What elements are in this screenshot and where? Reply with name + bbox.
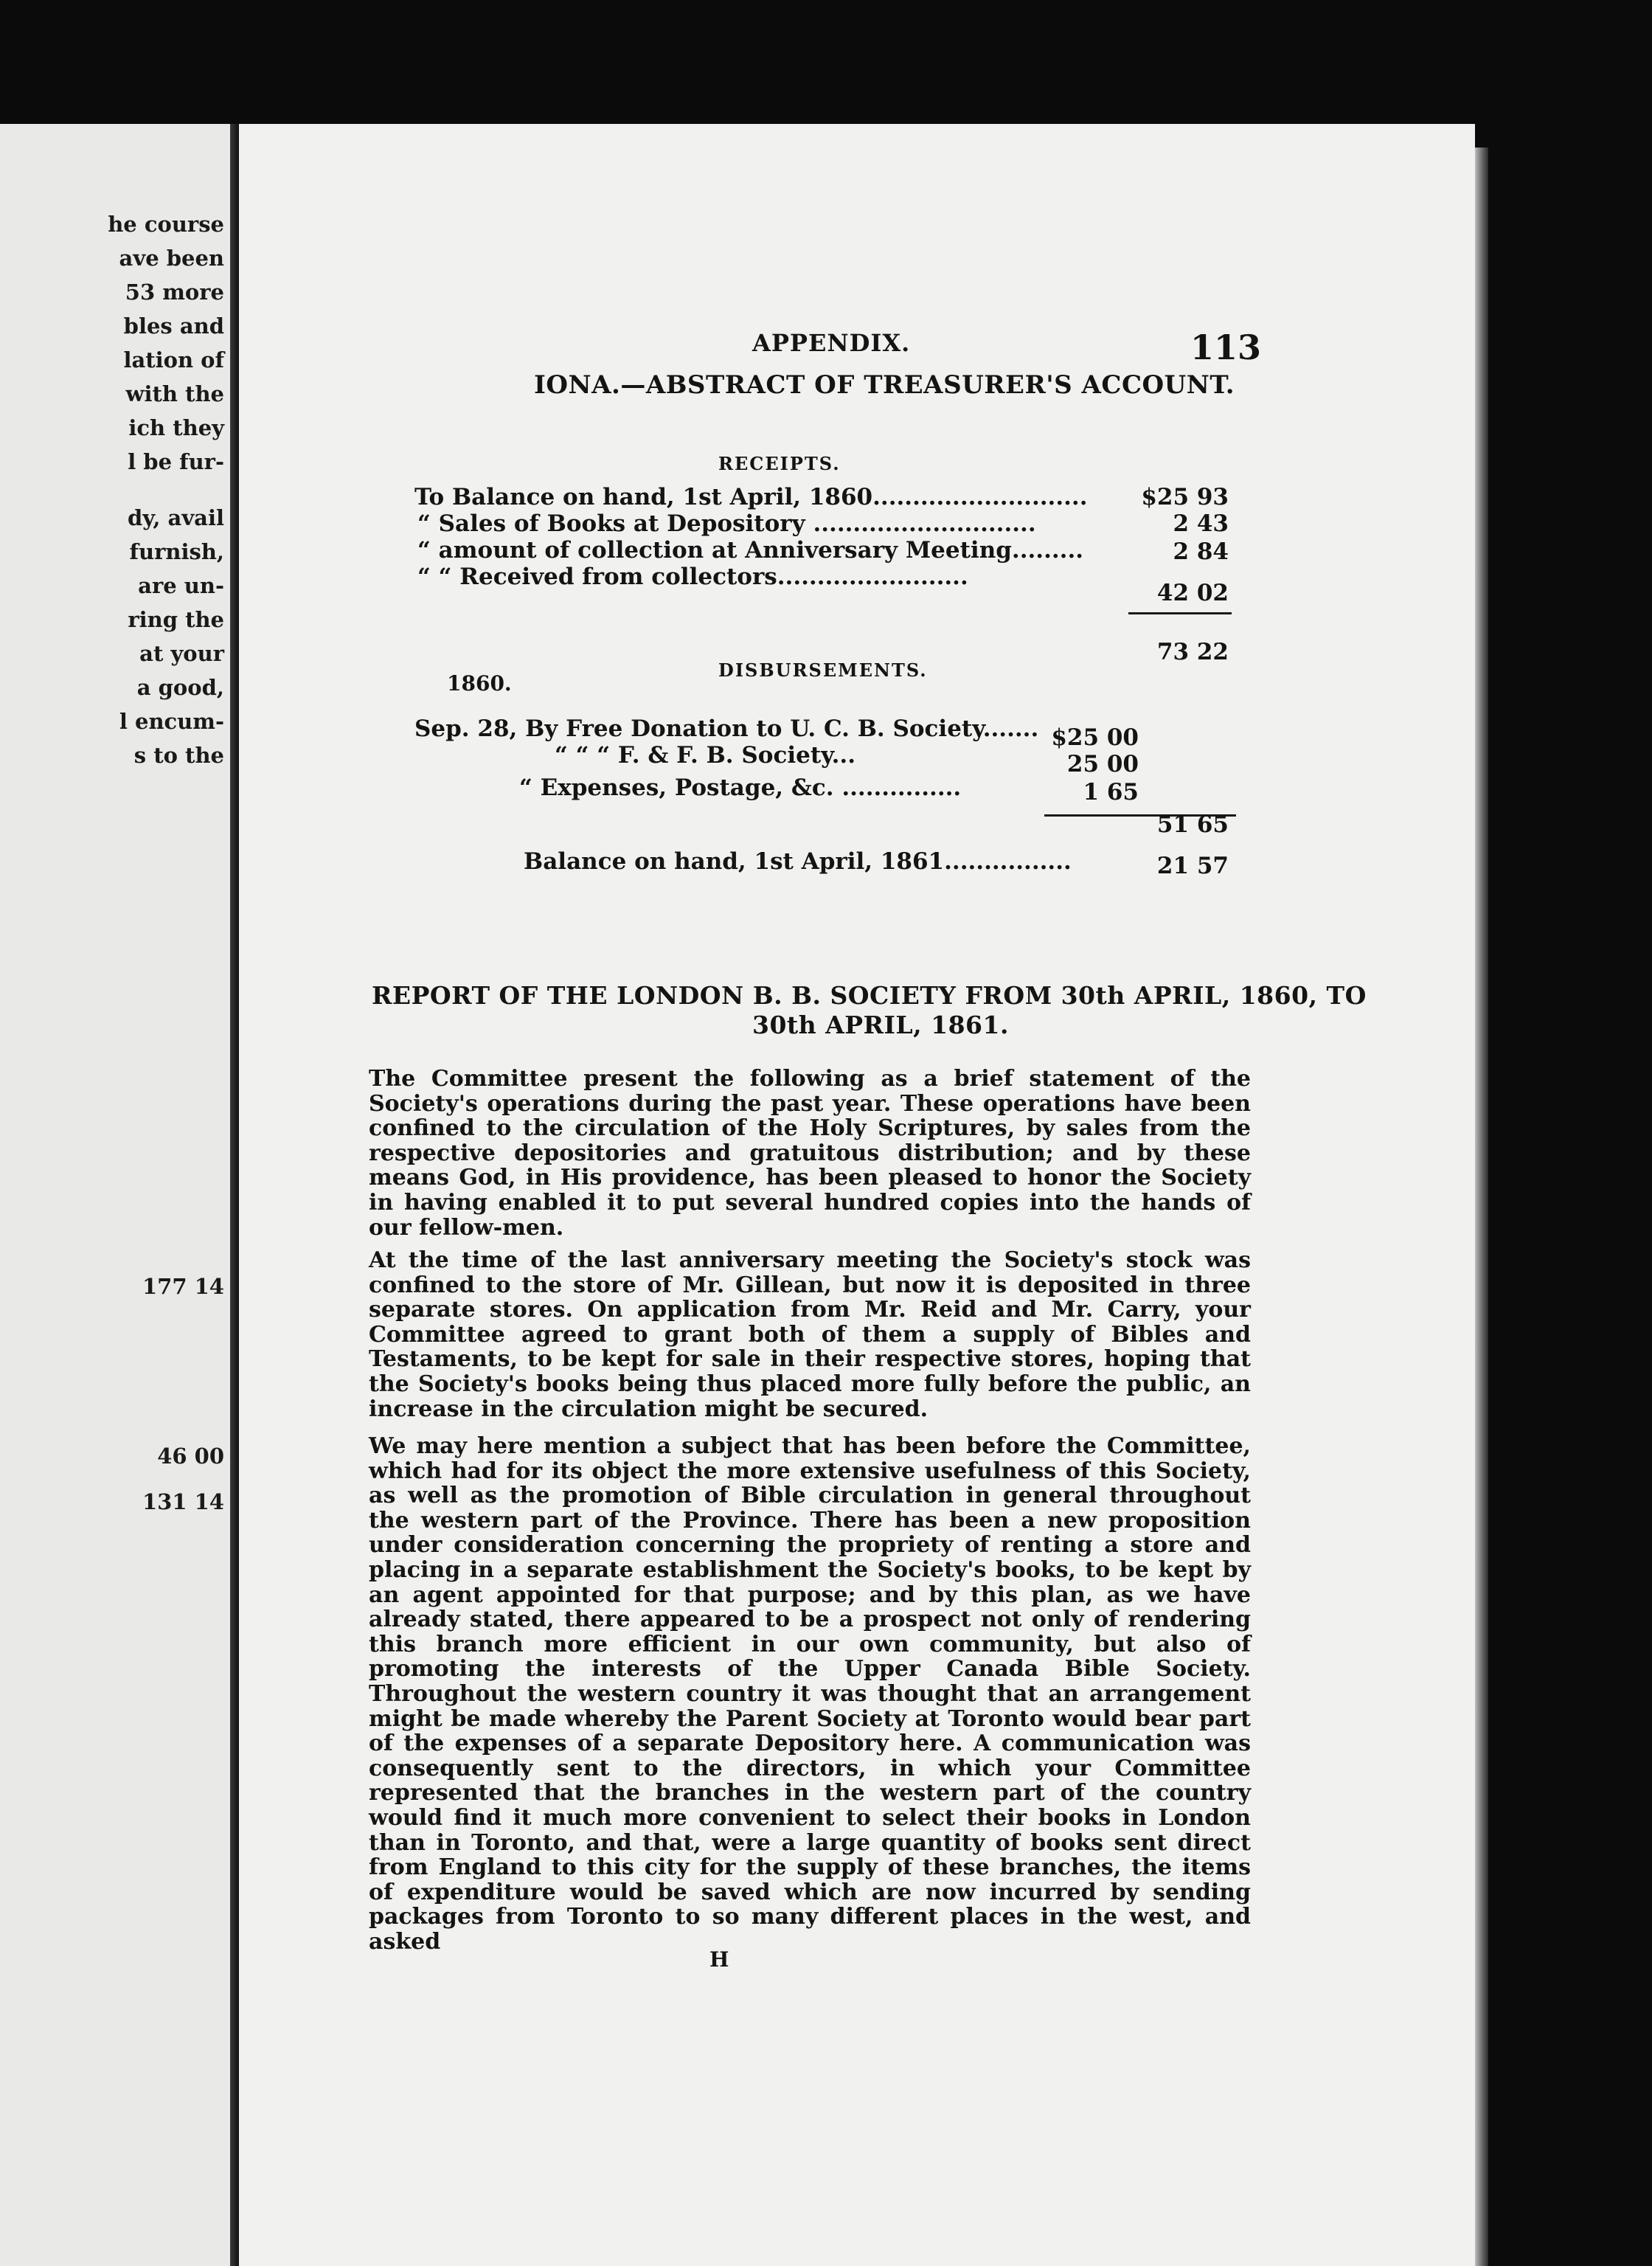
left-page-line: a good,: [136, 675, 224, 700]
page-number: 113: [1190, 328, 1262, 367]
page-edge: [1475, 148, 1488, 2266]
disbursements-year: 1860.: [447, 671, 512, 696]
report-paragraph-1: [369, 1067, 1251, 1240]
left-page-line: dy, avail: [127, 505, 224, 530]
left-page-line: ich they: [128, 415, 224, 440]
left-page-line: ring the: [128, 607, 224, 632]
left-page-line: s to the: [133, 743, 224, 768]
receipt-label: To Balance on hand, 1st April, 1860...........................: [414, 484, 1088, 510]
disbursement-label: “ Expenses, Postage, &c. ...............: [519, 775, 962, 801]
disbursement-amount: 1 65: [1083, 779, 1139, 805]
disbursement-label: “ “ “ F. & F. B. Society...: [555, 742, 856, 769]
report-title: REPORT OF THE LONDON B. B. SOCIETY FROM 30th APRIL, 1860, TO: [372, 981, 1367, 1010]
disbursement-amount: $25 00: [1051, 724, 1139, 751]
left-page-line: with the: [125, 381, 224, 406]
disbursements-heading: DISBURSEMENTS.: [718, 659, 928, 681]
report-paragraph-3: [369, 1434, 1251, 1954]
book-gutter: [230, 124, 239, 2266]
left-page-line: 46 00: [157, 1444, 224, 1469]
disbursements-total: 51 65: [1156, 811, 1229, 838]
disbursement-amount: 25 00: [1066, 751, 1139, 777]
balance-amount: 21 57: [1156, 853, 1229, 879]
report-paragraph-2: [369, 1248, 1251, 1421]
receipts-heading: RECEIPTS.: [718, 453, 841, 474]
left-page-line: 53 more: [125, 280, 224, 305]
left-page-line: furnish,: [129, 539, 224, 564]
signature-mark: H: [709, 1947, 729, 1972]
receipt-amount: $25 93: [1141, 484, 1229, 510]
left-page-line: at your: [139, 641, 224, 666]
left-page-line: l encum-: [119, 709, 224, 734]
balance-label: Balance on hand, 1st April, 1861................: [524, 848, 1072, 875]
left-page-line: l be fur-: [128, 449, 224, 474]
receipt-label: “ “ Received from collectors........................: [417, 564, 968, 590]
left-page-line: bles and: [123, 313, 224, 339]
running-title: APPENDIX.: [752, 329, 911, 357]
receipt-amount: 42 02: [1156, 580, 1229, 606]
left-facing-page: [0, 124, 233, 2266]
left-page-line: he course: [108, 212, 224, 237]
receipts-total: 73 22: [1156, 639, 1229, 665]
report-title-date: 30th APRIL, 1861.: [752, 1011, 1009, 1039]
left-page-line: 131 14: [142, 1489, 224, 1514]
left-page-line: ave been: [119, 246, 224, 271]
paragraph-text: We may here mention a subject that has been before the Committee, which had for its object the more extensive usefulness of this Society, as well as the promotion of Bible circulation in general throughout the western part of the Province. There has been a new proposition under consideration concerning the propriety of renting a store and placing in a separate establishment the Society's books, to be kept by an agent appointed for that purpose; and by this plan, as we have already stated, there appeared to be a prospect not only of rendering this branch more efficient in our own community, but also of promoting the interests of the Upper Canada Bible Society. Throughout the western country it was thought that an arrangement might be made whereby the Parent Society at Toronto would bear part of the expenses of a separate Depository here. A communication was consequently sent to the directors, in which your Committee represented that the branches in the western part of the country would find it much more convenient to select their books in London than in Toronto, and that, were a large quantity of books sent direct from England to this city for the supply of these branches, the items of expenditure would be saved which are now incurred by sending packages from Toronto to so many different places in the west, and asked: [369, 1433, 1251, 1955]
receipts-total-rule: [1128, 612, 1232, 614]
paragraph-text: At the time of the last anniversary meeting the Society's stock was confined to the store of Mr. Gillean, but now it is deposited in three separate stores. On application from Mr. Reid and Mr. Carry, your Committee agreed to grant both of them a supply of Bibles and Testaments, to be kept for sale in their respective stores, hoping that the Society's books being thus placed more fully before the public, an increase in the circulation might be secured.: [369, 1247, 1251, 1422]
receipt-label: “ amount of collection at Anniversary Meeting.........: [417, 537, 1084, 564]
receipt-label: “ Sales of Books at Depository ............................: [417, 510, 1036, 537]
account-title: IONA.—ABSTRACT OF TREASURER'S ACCOUNT.: [534, 370, 1235, 400]
left-page-line: lation of: [123, 347, 224, 373]
left-page-line: 177 14: [142, 1274, 224, 1299]
receipt-amount: 2 84: [1173, 538, 1229, 565]
paragraph-text: The Committee present the following as a brief statement of the Society's operations during the past year. These operations have been confined to the circulation of the Holy Scriptures, by sales from the respective depositories and gratuitous distribution; and by these means God, in His providence, has been pleased to honor the Society in having enabled it to put several hundred copies into the hands of our fellow-men.: [369, 1066, 1251, 1241]
receipt-amount: 2 43: [1173, 510, 1229, 537]
left-page-line: are un-: [138, 573, 224, 598]
disbursement-label: Sep. 28, By Free Donation to U. C. B. Society.......: [414, 716, 1039, 742]
